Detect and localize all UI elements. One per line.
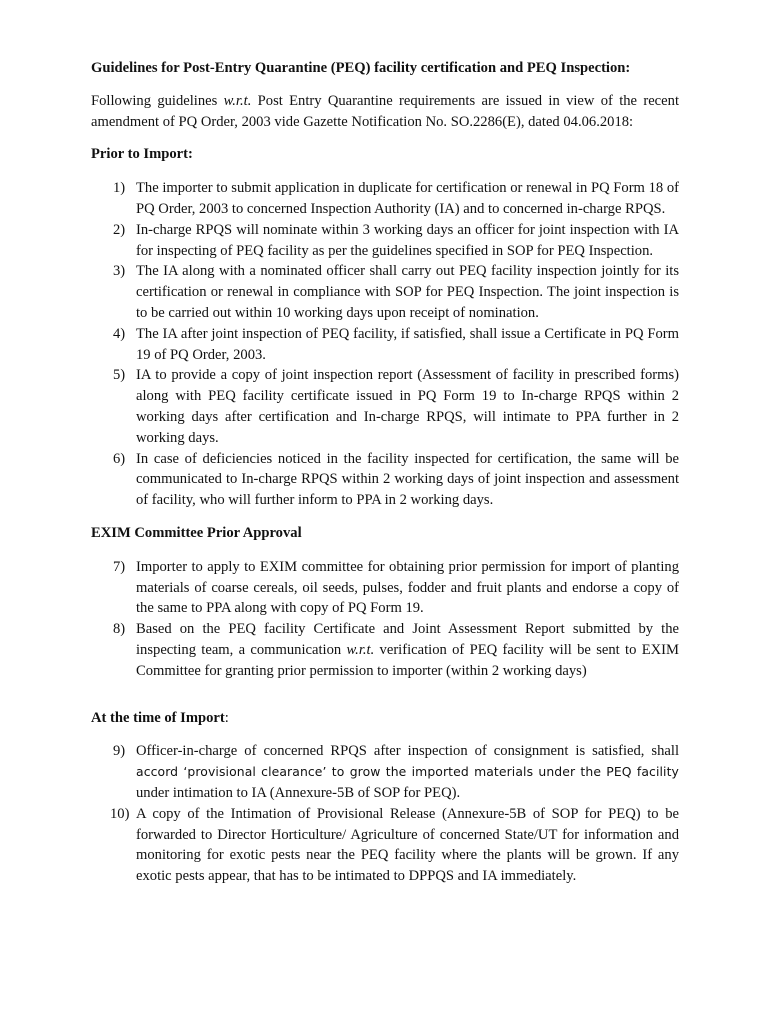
intro-paragraph [91,91,679,133]
section-heading-time-of-import [91,708,679,729]
item-number: 4) [113,325,126,342]
item-number: 1) [113,180,126,197]
list-time-of-import [91,741,679,887]
heading-text: At the time of Import [91,709,225,726]
list-item [91,220,679,262]
list-prior-to-import [91,178,679,511]
item-number: 8) [113,621,126,638]
list-item [91,324,679,366]
list-item [91,557,679,619]
item-number: 2) [113,221,126,238]
intro-text-end: Post Entry Quarantine requirements are issued in view of the recent amendment of PQ Order, 2003 vide Gazette Notification No. SO.2286(E), dated 04.06.2018: [91,92,679,130]
item-text-end: under intimation to IA (Annexure-5B of SOP for PEQ). [136,784,461,801]
section-heading-exim-committee: EXIM Committee Prior Approval [91,524,302,541]
item-text: The IA after joint inspection of PEQ facility, if satisfied, shall issue a Certificate in PQ Form 19 of PQ Order, 2003. [136,325,679,363]
item-number: 5) [113,367,126,384]
item-text: In case of deficiencies noticed in the facility inspected for certification, the same will be communicated to In-charge RPQS within 2 working days of joint inspection and assessment of facility, who will further inform to PPA in 2 working days. [136,450,679,509]
vertical-spacer [91,694,679,708]
document-title: Guidelines for Post-Entry Quarantine (PEQ) facility certification and PEQ Inspection: [91,60,631,76]
list-item [91,619,679,681]
list-item [91,178,679,220]
heading-colon: : [224,709,229,726]
item-text-middle: accord ‘provisional clearance’ to grow the imported materials under the PEQ facility [136,764,679,780]
item-number: 6) [113,450,126,467]
intro-text-start: Following guidelines [91,92,224,109]
item-number: 9) [113,743,126,760]
item-text-end: verification of PEQ facility will be sent to EXIM Committee for granting prior permission to importer (within 2 working days) [136,641,679,679]
item-text: The IA along with a nominated officer shall carry out PEQ facility inspection jointly for its certification or renewal in compliance with SOP for PEQ Inspection. The joint inspection is to be carried out within 10 working days upon receipt of nomination. [136,263,679,321]
item-text: Importer to apply to EXIM committee for obtaining prior permission for import of planting materials of coarse cereals, oil seeds, pulses, fodder and fruit plants and endorse a copy of the same to PPA along with copy of PQ Form 19. [136,558,679,617]
item-text: A copy of the Intimation of Provisional Release (Annexure-5B of SOP for PEQ) to be forwarded to Director Horticulture/ Agriculture of concerned State/UT for information and monitoring for exotic pests near the PEQ facility where the plants will be grown. If any exotic pests appear, that has to be intimated to DPPQS and IA immediately. [136,805,679,885]
item-text-start: Officer-in-charge of concerned RPQS after inspection of consignment is satisfied, shall [136,743,679,760]
item-number: 3) [113,263,126,280]
item-number: 10) [110,805,130,822]
item-text: In-charge RPQS will nominate within 3 working days an officer for joint inspection with IA for inspecting of PEQ facility as per the guidelines specified in SOP for PEQ Inspection. [136,221,679,259]
item-number: 7) [113,558,126,575]
list-item [91,449,679,511]
item-text-start: Based on the PEQ facility Certificate and Joint Assessment Report submitted by the inspecting team, a communication [136,621,679,658]
section-heading-prior-to-import: Prior to Import: [91,146,193,163]
list-item [91,741,679,803]
intro-wrt: w.r.t. [223,92,252,109]
list-exim-committee [91,557,679,682]
list-item [91,804,679,887]
list-item [91,365,679,448]
item-wrt: w.r.t. [346,641,375,658]
item-text: IA to provide a copy of joint inspection report (Assessment of facility in prescribed forms) along with PEQ facility certificate issued in PQ Form 19 to In-charge RPQS within 2 working days after certification and In-charge RPQS, will intimate to PPA further in 2 working days. [136,367,679,446]
list-item [91,261,679,323]
item-text: The importer to submit application in duplicate for certification or renewal in PQ Form 18 of PQ Order, 2003 to concerned Inspection Authority (IA) and to concerned in-charge RPQS. [136,180,679,217]
